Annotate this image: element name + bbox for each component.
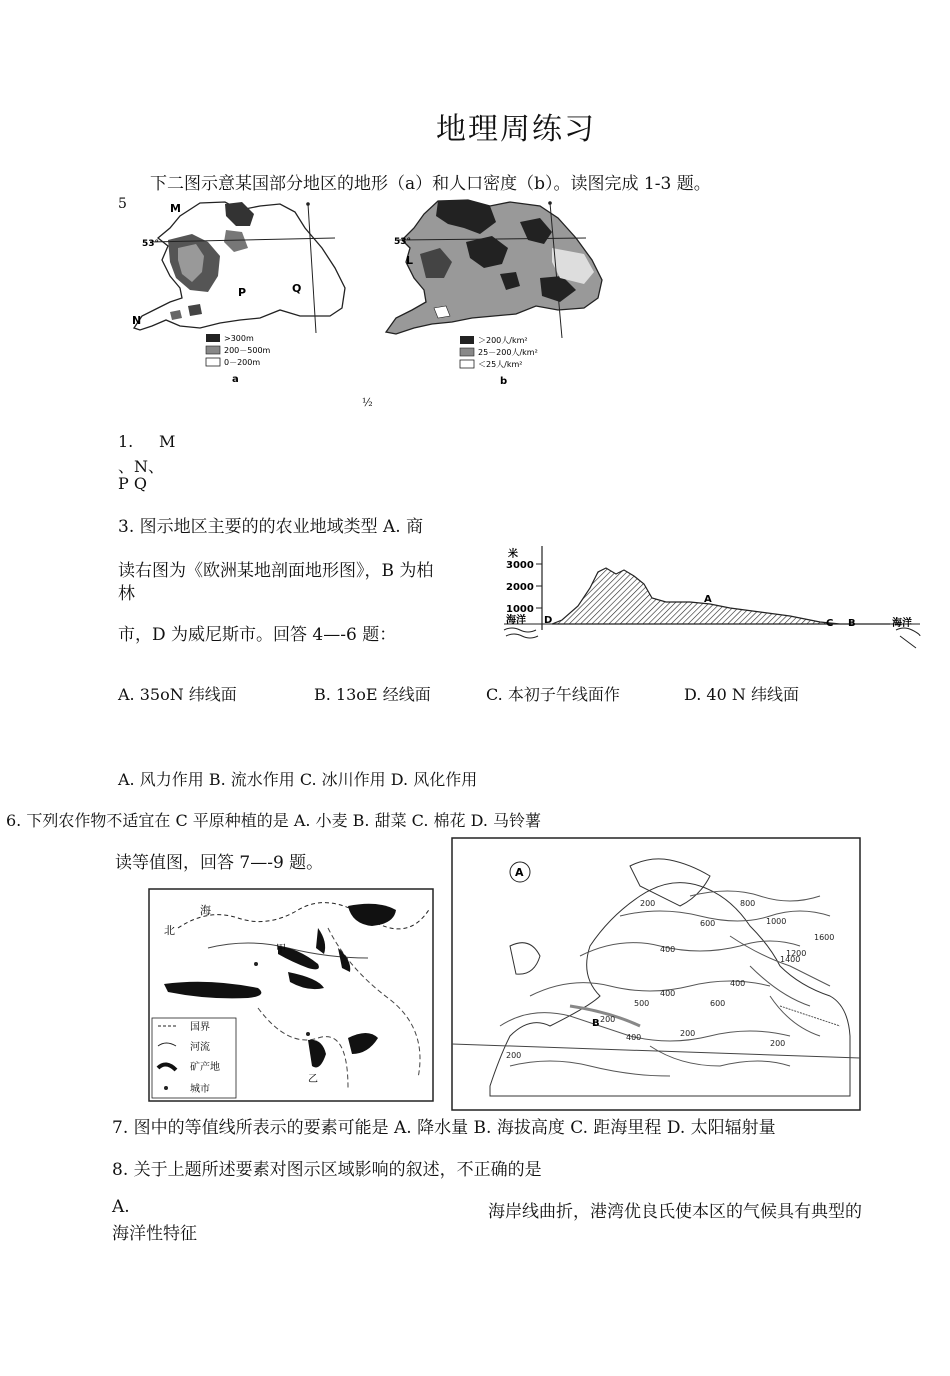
caption-b: b xyxy=(500,376,508,387)
q8-option-a-text: 海岸线曲折，港湾优良氏使本区的气候具有典型的 xyxy=(488,1202,862,1222)
q4-option-b: B. 13oE 经线面 xyxy=(314,685,431,704)
contour-label-10: 400 xyxy=(730,979,746,988)
q3-clipped: 3. 图示地区主要的的农业地域类型 A. 商 xyxy=(118,517,424,537)
contour-label-9: 1600 xyxy=(814,933,835,942)
label-l: L xyxy=(406,254,414,267)
q1-pq-clipped: P Q xyxy=(118,474,147,493)
legend-b-2: 25－200人/km² xyxy=(478,348,538,357)
contour-label-6: 1000 xyxy=(766,917,787,926)
profile-sea-left: 海洋 xyxy=(506,615,526,626)
q1-number: 1. xyxy=(118,432,134,451)
contour-label-11: 600 xyxy=(710,999,726,1008)
legend-river: 河流 xyxy=(190,1042,210,1053)
legend-b-3: ＜25人/km² xyxy=(478,360,523,369)
q7-text: 7. 图中的等值线所表示的要素可能是 A. 降水量 B. 海拔高度 C. 距海里程 D. 太阳辐射量 xyxy=(112,1118,776,1138)
contour-label-1: 200 xyxy=(600,1015,616,1024)
terrain-map-a xyxy=(130,198,370,388)
q5-options: A. 风力作用 B. 流水作用 C. 冰川作用 D. 风化作用 xyxy=(118,770,478,789)
legend-mine: 矿产地 xyxy=(190,1062,220,1073)
mine-map-jia: 甲 xyxy=(276,944,286,955)
contour-label-13: 400 xyxy=(660,989,676,998)
legend-a-3: 0－200m xyxy=(224,358,261,367)
label-p: P xyxy=(238,286,247,299)
intro-7-9: 读等值图，回答 7—-9 题。 xyxy=(115,853,324,873)
europe-point-b: B xyxy=(592,1018,600,1029)
intro-4-6-line2: 林 xyxy=(118,584,135,604)
intro-4-6-line1: 读右图为《欧洲某地剖面地形图》，B 为柏 xyxy=(118,561,434,581)
legend-border: 国界 xyxy=(190,1022,210,1033)
intro-4-6-line3: 市，D 为威尼斯市。回答 4—-6 题： xyxy=(118,625,397,645)
q4-option-d: D. 40 N 纬线面 xyxy=(684,685,799,704)
profile-point-d: D xyxy=(544,615,553,626)
mine-map-sea: 海 xyxy=(200,904,211,917)
q4-option-c: C. 本初子午线面作 xyxy=(486,685,620,704)
profile-ytick-1000: 1000 xyxy=(506,604,534,615)
contour-label-12: 200 xyxy=(680,1029,696,1038)
page-title: 地理周练习 xyxy=(436,112,596,147)
below-figure-mark: ½ xyxy=(362,396,373,409)
mineral-map xyxy=(148,888,434,1102)
q6-text: 6. 下列农作物不适宜在 C 平原种植的是 A. 小麦 B. 甜菜 C. 棉花 D. 马铃薯 xyxy=(6,811,542,830)
mine-map-yi: 乙 xyxy=(308,1074,318,1085)
q8-text: 8. 关于上题所述要素对图示区域影响的叙述，不正确的是 xyxy=(112,1160,542,1180)
label-n: N xyxy=(132,314,142,327)
contour-label-16: 200 xyxy=(506,1051,522,1060)
profile-point-b: B xyxy=(848,618,856,629)
intro-questions-1-3: 下二图示意某国部分地区的地形（a）和人口密度（b）。读图完成 1-3 题。 xyxy=(150,174,711,194)
label-q: Q xyxy=(292,282,302,295)
contour-label-8: 1400 xyxy=(780,955,801,964)
profile-ytick-2000: 2000 xyxy=(506,582,534,593)
profile-section-figure xyxy=(500,540,930,658)
caption-a: a xyxy=(232,374,239,385)
legend-a-2: 200－500m xyxy=(224,346,271,355)
profile-point-c: C xyxy=(826,618,834,629)
profile-point-a: A xyxy=(704,594,712,605)
latitude-label-b: 53° xyxy=(394,237,412,247)
profile-sea-right: 海洋 xyxy=(892,618,912,629)
q1-n: 、N、 xyxy=(118,457,165,476)
contour-label-2: 200 xyxy=(640,899,656,908)
legend-city: 城市 xyxy=(190,1084,210,1095)
contour-label-17: 200 xyxy=(770,1039,786,1048)
stray-number: 5 xyxy=(118,196,127,212)
latitude-label-a: 53° xyxy=(142,239,160,249)
population-map-b xyxy=(380,198,610,388)
q1-m: M xyxy=(159,432,176,451)
contour-label-3: 400 xyxy=(660,945,676,954)
label-m: M xyxy=(170,202,181,215)
legend-a-1: >300m xyxy=(224,334,254,343)
contour-label-15: 400 xyxy=(626,1033,642,1042)
europe-point-a: A xyxy=(515,866,524,879)
profile-ytick-3000: 3000 xyxy=(506,560,534,571)
mine-map-north: 北 xyxy=(164,924,175,937)
legend-b-1: ＞200人/km² xyxy=(478,336,528,345)
contour-label-5: 800 xyxy=(740,899,756,908)
contour-label-7: 1200 xyxy=(786,949,807,958)
q8-option-a-text-wrap: 海洋性特征 xyxy=(112,1224,197,1244)
profile-y-unit: 米 xyxy=(508,549,518,560)
europe-isoline-map xyxy=(450,836,862,1112)
contour-label-14: 500 xyxy=(634,999,650,1008)
q4-option-a: A. 35oN 纬线面 xyxy=(118,685,237,704)
q8-option-a-label: A. xyxy=(112,1197,130,1217)
contour-label-4: 600 xyxy=(700,919,716,928)
